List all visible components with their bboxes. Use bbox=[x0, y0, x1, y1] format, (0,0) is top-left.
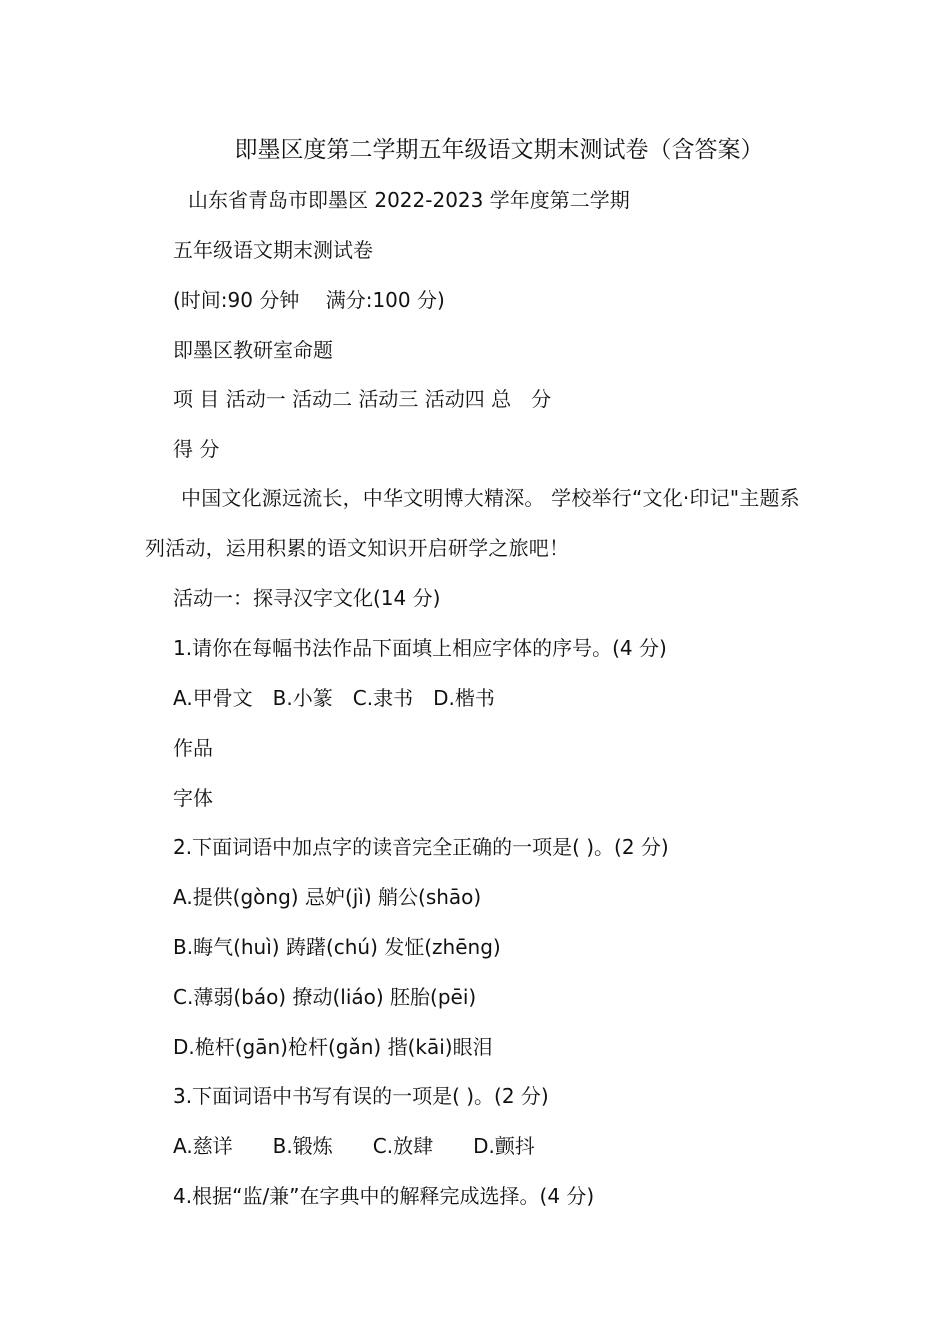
activity-heading: 活动一：探寻汉字文化(14 分) bbox=[173, 586, 441, 610]
question-4: 4.根据“监/兼”在字典中的解释完成选择。(4 分) bbox=[173, 1184, 595, 1208]
intro-paragraph: 中国文化源远流长，中华文明博大精深。 学校举行“文化·印记"主题系列活动，运用积累的语文知识开启研学之旅吧！ bbox=[145, 486, 800, 560]
exam-time: (时间:90 分钟 满分:100 分) bbox=[173, 288, 445, 312]
question-2-option-c: C.薄弱(báo) 撩动(liáo) 胚胎(pēi) bbox=[173, 985, 477, 1009]
question-3: 3.下面词语中书写有误的一项是( )。(2 分) bbox=[173, 1084, 549, 1108]
score-table-row: 得 分 bbox=[173, 437, 220, 461]
question-2-option-a: A.提供(gòng) 忌妒(jì) 艄公(shāo) bbox=[173, 885, 482, 909]
exam-name: 五年级语文期末测试卷 bbox=[173, 238, 373, 262]
question-1-options: A.甲骨文 B.小篆 C.隶书 D.楷书 bbox=[173, 686, 495, 710]
question-1: 1.请你在每幅书法作品下面填上相应字体的序号。(4 分) bbox=[173, 636, 667, 660]
works-label: 作品 bbox=[173, 736, 213, 760]
question-2-option-b: B.晦气(huì) 踌躇(chú) 发怔(zhēng) bbox=[173, 935, 501, 959]
question-3-options: A.慈详 B.锻炼 C.放肆 D.颤抖 bbox=[173, 1134, 535, 1158]
exam-author: 即墨区教研室命题 bbox=[173, 338, 333, 362]
question-2-option-d: D.桅杆(gān)枪杆(gǎn) 揩(kāi)眼泪 bbox=[173, 1035, 493, 1059]
question-2: 2.下面词语中加点字的读音完全正确的一项是( )。(2 分) bbox=[173, 835, 669, 859]
subtitle: 山东省青岛市即墨区 2022-2023 学年度第二学期 bbox=[188, 188, 630, 212]
score-table-header: 项 目 活动一 活动二 活动三 活动四 总 分 bbox=[173, 387, 552, 411]
document-title: 即墨区度第二学期五年级语文期末测试卷（含答案） bbox=[234, 137, 764, 163]
font-label: 字体 bbox=[173, 786, 213, 810]
